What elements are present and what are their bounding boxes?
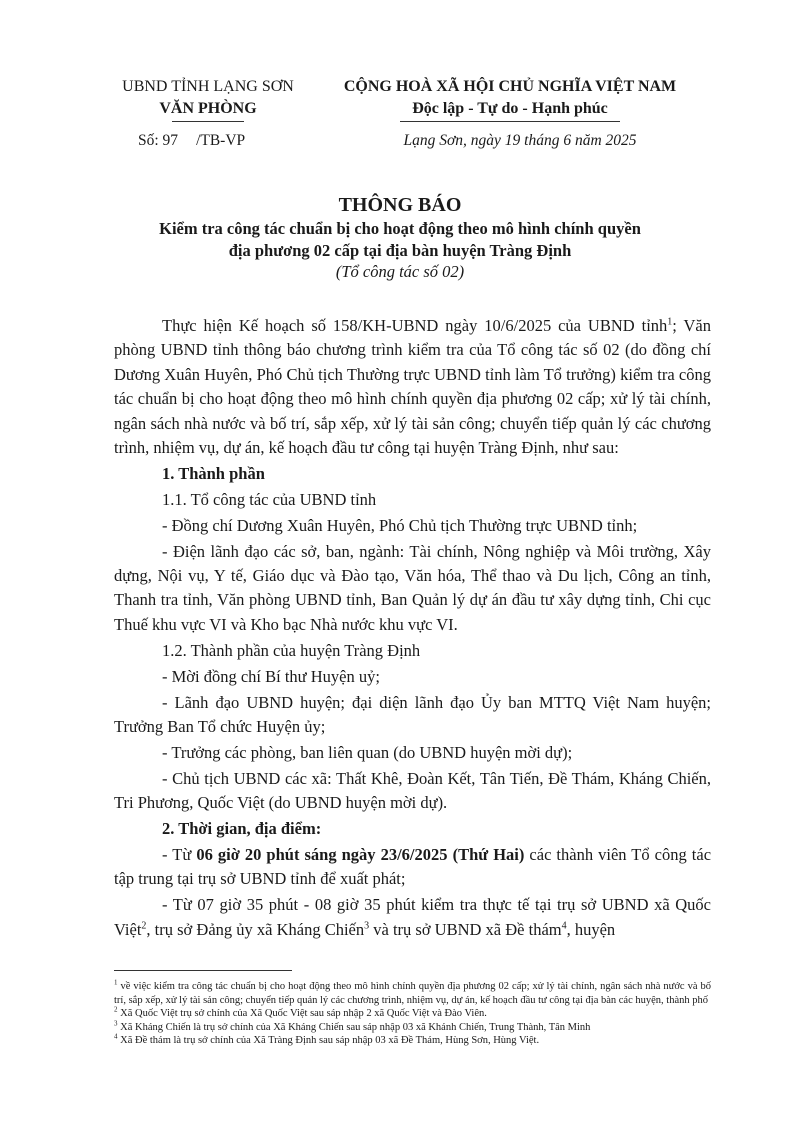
s2a-time: 06 giờ 20 phút sáng ngày 23/6/2025: [196, 845, 448, 865]
document-number: [138, 132, 245, 150]
national-motto: [330, 76, 690, 122]
s2b-text-3: và trụ sở UBND xã Đề thám: [369, 919, 562, 939]
intro-paragraph: [114, 314, 711, 460]
section-2-item-b: [114, 893, 711, 942]
subtitle-line-1: Kiểm tra công tác chuẩn bị cho hoạt động theo mô hình chính quyền: [159, 219, 641, 238]
s2a-weekday: (Thứ Hai): [452, 845, 525, 865]
footnote-text: Xã Đề thám là trụ sở chính của Xã Tràng Định sau sáp nhập 03 xã Đề Thám, Hùng Sơn, Hùng Việt.: [117, 1035, 540, 1046]
footnote-ref-4: 4: [561, 920, 567, 932]
s2b-text-4: , huyện: [566, 919, 616, 939]
footnotes: [114, 980, 711, 1048]
footnote-mark: 3: [114, 1019, 118, 1027]
section-2-item-a: [114, 843, 711, 892]
subtitle-line-2: địa phương 02 cấp tại địa bàn huyện Tràng Định: [228, 241, 572, 260]
footnote-mark: 2: [114, 1005, 118, 1014]
team-label: (Tổ công tác số 02): [335, 262, 465, 281]
section-1-1-item-b: - Điện lãnh đạo các sở, ban, ngành: Tài chính, Nông nghiệp và Môi trường, Xây dựng, Nội vụ, Y tế, Giáo dục và Đào tạo, Văn hóa, Thể thao và Du lịch, Công an tỉnh, Thanh tra tỉnh, Văn phòng UBND tỉnh, Ban Quản lý dự án đầu tư xây dựng tỉnh, Chi cục Thuế khu vực VI và Kho bạc Nhà nước khu vực VI.: [114, 541, 711, 634]
footnote-mark: 1: [114, 978, 118, 987]
doc-number-prefix: Số: 97: [138, 132, 179, 149]
footnote-ref-2: 2: [141, 920, 147, 932]
place-date: Lạng Sơn, ngày 19 tháng 6 năm 2025: [403, 132, 637, 149]
motto-underline: [400, 121, 620, 122]
section-1-2-item-c: - Trưởng các phòng, ban liên quan (do UBND huyện mời dự);: [162, 742, 573, 762]
section-1-2-item-d: - Chủ tịch UBND các xã: Thất Khê, Đoàn Kết, Tân Tiến, Đề Thám, Kháng Chiến, Tri Phương, Quốc Việt (do UBND huyện mời dự).: [114, 768, 711, 813]
footnote-mark: 4: [114, 1032, 118, 1041]
document-subtitle: [0, 218, 800, 262]
section-1-2-heading: 1.2. Thành phần của huyện Tràng Định: [162, 640, 421, 660]
footnote-ref-3: 3: [364, 920, 370, 932]
footnote-1: [114, 980, 711, 1007]
document-title: THÔNG BÁO: [338, 194, 462, 216]
issuing-authority: [108, 76, 308, 122]
doc-number-suffix: /TB-VP: [196, 132, 246, 149]
s2a-pre: - Từ: [162, 845, 197, 865]
s2a-post: các thành viên Tổ công tác tập trung tại trụ sở UBND tỉnh để xuất phát;: [114, 845, 712, 889]
section-1-1-heading: 1.1. Tổ công tác của UBND tỉnh: [162, 489, 377, 509]
document-body: [114, 314, 711, 944]
office-underline: [172, 121, 244, 122]
intro-text-a: Thực hiện Kế hoạch số 158/KH-UBND ngày 10/6/2025 của UBND tỉnh: [162, 316, 668, 335]
section-1-2-item-b: - Lãnh đạo UBND huyện; đại diện lãnh đạo Ủy ban MTTQ Việt Nam huyện; Trưởng Ban Tổ chức Huyện ủy;: [114, 692, 711, 736]
footnote-2: [114, 1007, 711, 1021]
footnote-separator: [114, 970, 292, 971]
section-1-heading: 1. Thành phần: [162, 463, 265, 483]
org-name: UBND TỈNH LẠNG SƠN: [122, 78, 294, 95]
footnote-text: Xã Kháng Chiến là trụ sở chính của Xã Kháng Chiến sau sáp nhập 03 xã Khánh Chiến, Trung Thành, Tân Minh: [117, 1021, 591, 1033]
s2b-text-1: - Từ 07 giờ 35 phút - 08 giờ 35 phút kiểm tra thực tế tại trụ sở UBND xã Quốc Việt: [114, 895, 711, 939]
section-1-1-item-a: - Đồng chí Dương Xuân Huyên, Phó Chủ tịch Thường trực UBND tỉnh;: [162, 515, 638, 535]
motto: Độc lập - Tự do - Hạnh phúc: [412, 100, 608, 117]
footnote-text: về việc kiểm tra công tác chuẩn bị cho hoạt động theo mô hình chính quyền địa phương 02 cấp; xử lý tài chính, ngân sách nhà nước và bố trí, sắp xếp, xử lý tài sản công; chuyển tiếp quản lý các chương trình, nhiệm vụ, dự án, kế hoạch đầu tư công tại địa bàn các huyện, thành phố: [114, 981, 711, 1006]
section-2-heading: 2. Thời gian, địa điểm:: [162, 819, 322, 839]
section-1-2-item-a: - Mời đồng chí Bí thư Huyện uỷ;: [162, 666, 380, 686]
footnote-4: [114, 1034, 711, 1048]
s2b-text-2: , trụ sở Đảng ủy xã Kháng Chiến: [146, 919, 365, 939]
footnote-ref-1: 1: [667, 316, 673, 328]
country-name: CỘNG HOÀ XÃ HỘI CHỦ NGHĨA VIỆT NAM: [343, 78, 677, 95]
office-name: VĂN PHÒNG: [159, 100, 257, 117]
intro-text-b: ; Văn phòng UBND tỉnh thông báo chương trình kiểm tra của Tổ công tác số 02 (do đồng chí Dương Xuân Huyên, Phó Chủ tịch Thường trực UBND tỉnh làm Tổ trưởng) kiểm tra công tác chuẩn bị cho hoạt động theo mô hình chính quyền địa phương 02 cấp; xử lý tài chính, ngân sách nhà nước và bố trí, sắp xếp, xử lý tài sản công; chuyển tiếp quản lý các chương trình, nhiệm vụ, dự án, kế hoạch đầu tư công tại huyện Tràng Định, như sau:: [114, 316, 711, 458]
footnote-3: [114, 1021, 711, 1035]
footnote-text: Xã Quốc Việt trụ sở chính của Xã Quốc Việt sau sáp nhập 2 xã Quốc Việt và Đào Viên.: [117, 1008, 487, 1019]
